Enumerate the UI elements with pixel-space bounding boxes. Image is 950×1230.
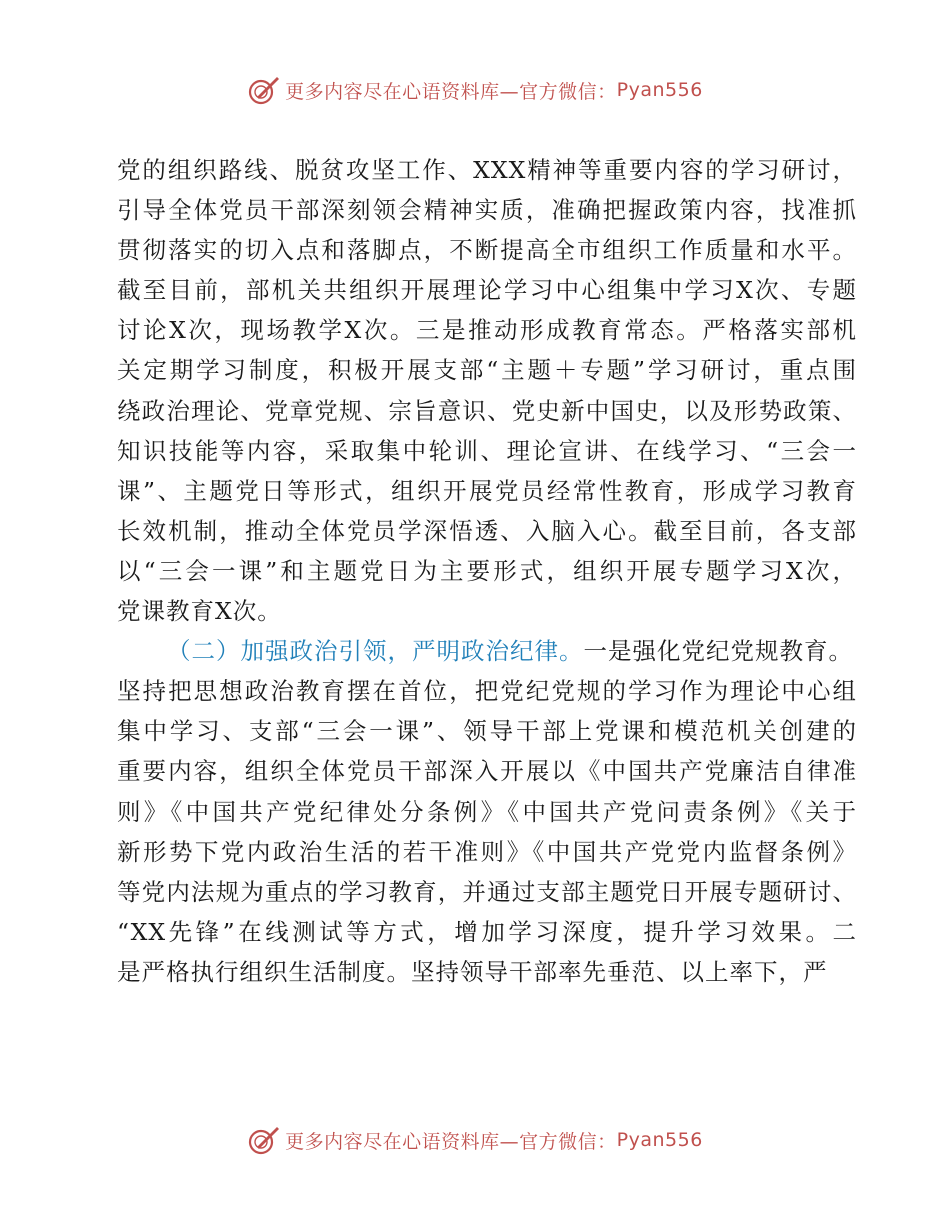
text-line: 则》《中国共产党纪律处分条例》《中国共产党问责条例》《关于 <box>117 797 857 826</box>
section-heading: （二）加强政治引领，严明政治纪律。 <box>167 637 584 666</box>
text-line: 长效机制，推动全体党员学深悟透、入脑入心。截至目前，各支部 <box>117 516 857 545</box>
text-line: 集中学习、支部“三会一课”、领导干部上党课和模范机关创建的 <box>117 717 857 746</box>
watermark-handle: Pyan556 <box>616 1129 703 1151</box>
watermark-banner-bottom <box>0 1120 950 1160</box>
text-line: 坚持把思想政治教育摆在首位，把党纪党规的学习作为理论中心组 <box>117 677 857 706</box>
text-line: 绕政治理论、党章党规、宗旨意识、党史新中国史，以及形势政策、 <box>117 396 857 425</box>
document-body <box>117 150 857 992</box>
text-line: 新形势下党内政治生活的若干准则》《中国共产党党内监督条例》 <box>117 837 857 866</box>
watermark-text: 更多内容尽在心语资料库—官方微信： <box>285 1130 617 1153</box>
quill-seal-icon <box>247 1123 281 1157</box>
text-line: 关定期学习制度，积极开展支部“主题＋专题”学习研讨，重点围 <box>117 356 857 385</box>
watermark-text: 更多内容尽在心语资料库—官方微信： <box>285 80 617 103</box>
text-line: 课”、主题党日等形式，组织开展党员经常性教育，形成学习教育 <box>117 476 857 505</box>
text-line: 是严格执行组织生活制度。坚持领导干部率先垂范、以上率下，严 <box>117 957 828 986</box>
text-line: “XX先锋”在线测试等方式，增加学习深度，提升学习效果。二 <box>117 917 857 946</box>
section-heading-tail: 一是强化党纪党规教育。 <box>583 637 853 666</box>
text-line: 党的组织路线、脱贫攻坚工作、XXX精神等重要内容的学习研讨， <box>117 156 857 184</box>
paragraph-continuation <box>117 150 857 631</box>
text-line: 引导全体党员干部深刻领会精神实质，准确把握政策内容，找准抓 <box>117 196 857 225</box>
watermark-handle: Pyan556 <box>616 79 703 101</box>
text-line: 知识技能等内容，采取集中轮训、理论宣讲、在线学习、“三会一 <box>117 436 857 465</box>
text-line: 贯彻落实的切入点和落脚点，不断提高全市组织工作质量和水平。 <box>117 236 857 265</box>
text-line: 以“三会一课”和主题党日为主要形式，组织开展专题学习X次， <box>117 556 857 585</box>
text-line: 截至目前，部机关共组织开展理论学习中心组集中学习X次、专题 <box>117 276 857 305</box>
text-line: 等党内法规为重点的学习教育，并通过支部主题党日开展专题研讨、 <box>117 877 857 906</box>
watermark-banner-top <box>0 70 950 110</box>
text-line: 讨论X次，现场教学X次。三是推动形成教育常态。严格落实部机 <box>117 316 857 345</box>
text-line: 重要内容，组织全体党员干部深入开展以《中国共产党廉洁自律准 <box>117 757 857 786</box>
text-line: 党课教育X次。 <box>117 597 282 626</box>
quill-seal-icon <box>247 73 281 107</box>
section-paragraph-first-line <box>117 631 857 671</box>
paragraph-section-two <box>117 671 857 992</box>
